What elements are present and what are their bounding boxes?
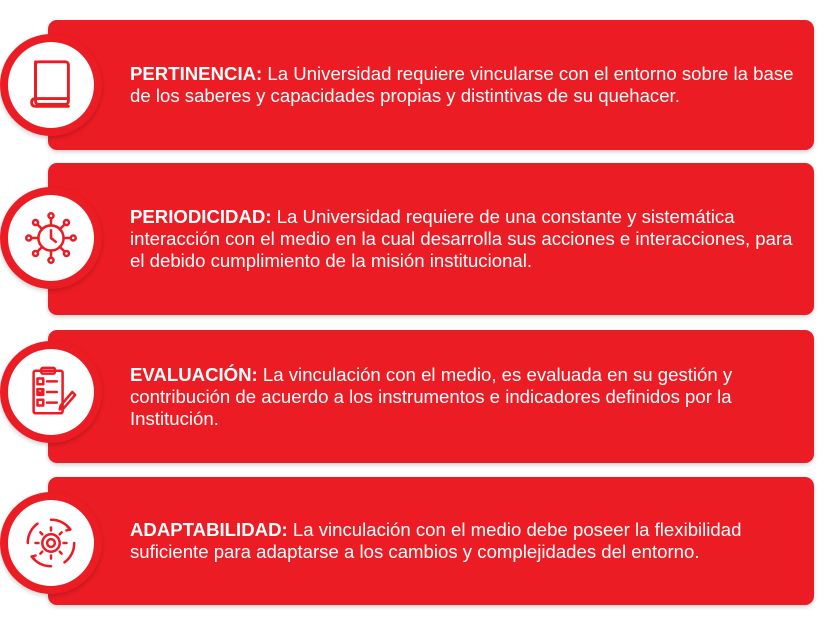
card-paragraph [130,519,800,563]
badge-adaptabilidad [0,492,102,594]
card-keyword: PERIODICIDAD: [130,206,272,227]
card-paragraph [130,63,800,107]
adaptability-gear-icon [22,514,80,572]
card-keyword: PERTINENCIA: [130,63,263,84]
badge-evaluacion [0,341,102,443]
card-text [130,477,800,605]
checklist-icon [22,363,80,421]
badge-periodicidad [0,187,102,289]
card-text [130,163,800,315]
card-text [130,20,800,150]
card-text [130,330,800,463]
card-description: La vinculación con el medio debe poseer la flexibilidad suficiente para adaptarse a los cambios y complejidades del entorno. [130,519,742,562]
clock-network-icon [22,209,80,267]
card-periodicidad [48,163,814,315]
card-pertinencia [48,20,814,150]
card-paragraph [130,206,800,272]
card-description: La vinculación con el medio, es evaluada en su gestión y contribución de acuerdo a los instrumentos e indicadores definidos por la Institución. [130,363,733,429]
card-description: La Universidad requiere vincularse con el entorno sobre la base de los saberes y capacidades propias y distintivas de su quehacer. [130,63,794,106]
book-icon [22,56,80,114]
card-description: La Universidad requiere de una constante y sistemática interacción con el medio en la cual desarrolla sus acciones e interacciones, para el debido cumplimiento de la misión institucional. [130,206,793,271]
card-paragraph [130,364,800,430]
card-adaptabilidad [48,477,814,605]
card-evaluacion [48,330,814,463]
badge-pertinencia [0,34,102,136]
card-keyword: EVALUACIÓN: [130,363,258,385]
card-keyword: ADAPTABILIDAD: [130,519,288,540]
